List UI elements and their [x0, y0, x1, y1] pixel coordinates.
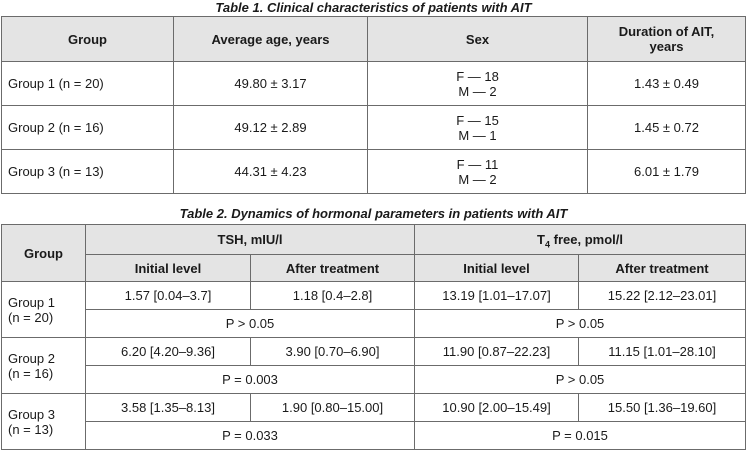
t4-p-value: P = 0.015 — [415, 422, 746, 450]
t4-prefix: T — [537, 232, 545, 247]
table1-cell-age: 49.12 ± 2.89 — [174, 106, 368, 150]
table1-cell-sex — [368, 62, 588, 106]
table2-header-row — [2, 225, 746, 255]
group-count: (n = 20) — [8, 309, 54, 325]
sex-female: F — 18 — [456, 68, 499, 84]
t4-subscript: 4 — [545, 239, 551, 250]
sex-male: M — 2 — [458, 83, 497, 99]
tsh-initial-cell: 6.20 [4.20–9.36] — [86, 338, 251, 366]
table1-cell-age: 49.80 ± 3.17 — [174, 62, 368, 106]
table1-cell-age: 44.31 ± 4.23 — [174, 150, 368, 194]
table-row — [2, 62, 746, 106]
table2-cell-group — [2, 394, 86, 450]
table-row-pvalue — [2, 366, 746, 394]
table1-header-group: Group — [2, 17, 174, 62]
table1-header-duration-label: Duration of AIT, years — [618, 24, 715, 54]
group-label: Group 1 — [8, 294, 55, 310]
t4-suffix: free, pmol/l — [550, 232, 623, 247]
group-label: Group 2 — [8, 350, 55, 366]
table-row — [2, 394, 746, 422]
t4-after-cell: 15.22 [2.12–23.01] — [579, 282, 746, 310]
table-row — [2, 106, 746, 150]
hormonal-parameters-table — [1, 224, 746, 450]
table1-cell-sex — [368, 106, 588, 150]
table-row — [2, 338, 746, 366]
table-row — [2, 150, 746, 194]
table1-cell-sex — [368, 150, 588, 194]
sex-male: M — 2 — [458, 171, 497, 187]
subheader-t4-initial: Initial level — [415, 255, 579, 282]
table2-cell-group — [2, 338, 86, 394]
tsh-p-value: P = 0.033 — [86, 422, 415, 450]
tsh-after-cell: 1.90 [0.80–15.00] — [251, 394, 415, 422]
subheader-tsh-after: After treatment — [251, 255, 415, 282]
t4-initial-cell: 13.19 [1.01–17.07] — [415, 282, 579, 310]
table1-header-sex: Sex — [368, 17, 588, 62]
t4-p-value: P > 0.05 — [415, 310, 746, 338]
table1-cell-duration: 6.01 ± 1.79 — [588, 150, 746, 194]
table2-caption: Table 2. Dynamics of hormonal parameters in patients with AIT — [179, 206, 568, 221]
t4-initial-cell: 10.90 [2.00–15.49] — [415, 394, 579, 422]
table1-caption: Table 1. Clinical characteristics of patients with AIT — [215, 0, 532, 15]
group-label: Group 3 — [8, 406, 55, 422]
sex-female: F — 15 — [456, 112, 499, 128]
group-count: (n = 13) — [8, 421, 54, 437]
table2-cell-group — [2, 282, 86, 338]
tsh-p-value: P > 0.05 — [86, 310, 415, 338]
table1-header-row — [2, 17, 746, 62]
table1-cell-group: Group 1 (n = 20) — [2, 62, 174, 106]
table2-header-t4 — [415, 225, 746, 255]
table1-cell-group: Group 2 (n = 16) — [2, 106, 174, 150]
tsh-after-cell: 3.90 [0.70–6.90] — [251, 338, 415, 366]
table2-subheader-row — [2, 255, 746, 282]
table1-cell-group: Group 3 (n = 13) — [2, 150, 174, 194]
tsh-initial-cell: 3.58 [1.35–8.13] — [86, 394, 251, 422]
table-row-pvalue — [2, 422, 746, 450]
group-count: (n = 16) — [8, 365, 54, 381]
table-row-pvalue — [2, 310, 746, 338]
sex-female: F — 11 — [456, 156, 499, 172]
table2-header-tsh: TSH, mIU/l — [86, 225, 415, 255]
tsh-initial-cell: 1.57 [0.04–3.7] — [86, 282, 251, 310]
t4-initial-cell: 11.90 [0.87–22.23] — [415, 338, 579, 366]
sex-male: M — 1 — [458, 127, 497, 143]
table1-header-age: Average age, years — [174, 17, 368, 62]
subheader-t4-after: After treatment — [579, 255, 746, 282]
table1-cell-duration: 1.43 ± 0.49 — [588, 62, 746, 106]
t4-p-value: P > 0.05 — [415, 366, 746, 394]
tsh-p-value: P = 0.003 — [86, 366, 415, 394]
table2-header-group: Group — [2, 225, 86, 282]
table-row — [2, 282, 746, 310]
t4-after-cell: 15.50 [1.36–19.60] — [579, 394, 746, 422]
clinical-characteristics-table — [1, 16, 746, 194]
t4-after-cell: 11.15 [1.01–28.10] — [579, 338, 746, 366]
tsh-after-cell: 1.18 [0.4–2.8] — [251, 282, 415, 310]
table1-header-duration — [588, 17, 746, 62]
table1-cell-duration: 1.45 ± 0.72 — [588, 106, 746, 150]
subheader-tsh-initial: Initial level — [86, 255, 251, 282]
